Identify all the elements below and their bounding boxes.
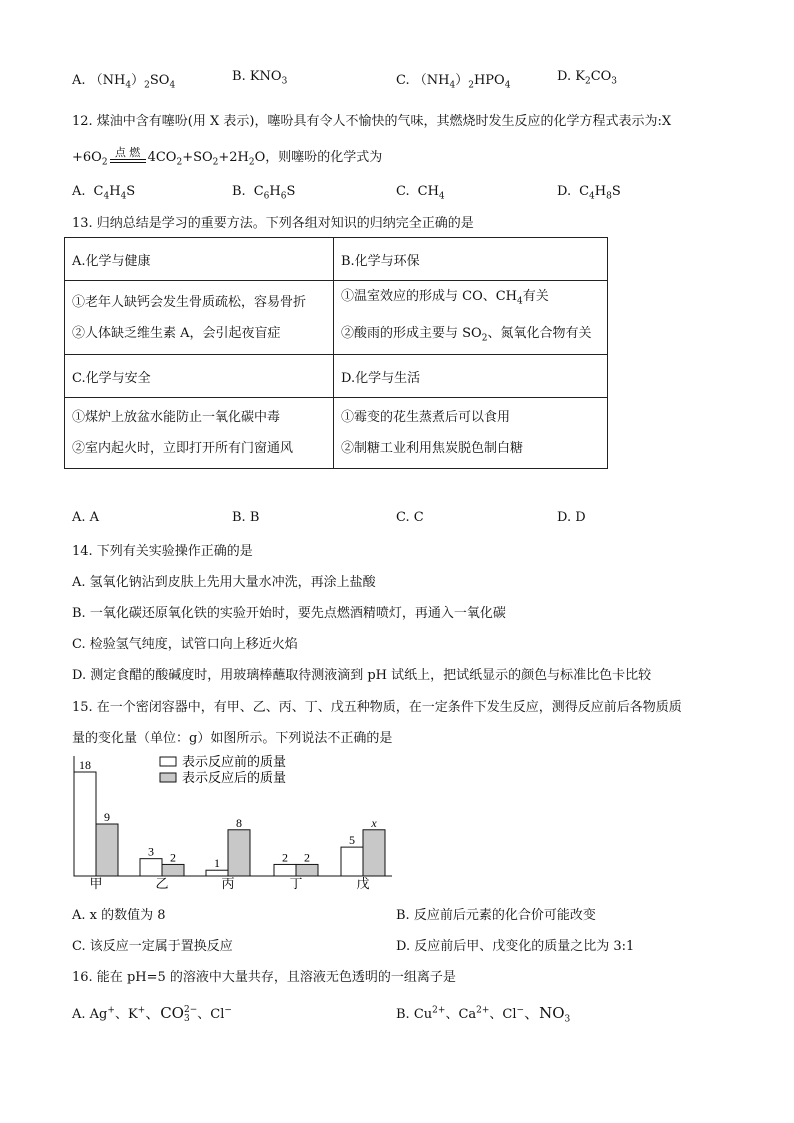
q15-option-d: D. 反应前后甲、戊变化的质量之比为 3:1	[396, 939, 635, 954]
q11-option-d: D. $K_2CO_3$	[557, 69, 618, 87]
q13-b-body: ①温室效应的形成与 CO、$CH_4$有关 ②酸雨的形成主要与 $SO_2$、氮氧化合物有关	[334, 281, 608, 355]
value-label-戊-0: 5	[349, 833, 355, 848]
q13-b-head: B.化学与环保	[334, 238, 608, 281]
q13-a-body: ①老年人缺钙会发生骨质疏松，容易骨折 ②人体缺乏维生素 A，会引起夜盲症	[65, 281, 334, 355]
category-label-戊: 戊	[356, 877, 370, 892]
q13-c-body: ①煤炉上放盆水能防止一氧化碳中毒 ②室内起火时，立即打开所有门窗通风	[65, 398, 334, 469]
q14-option-b: B. 一氧化碳还原氧化铁的实验开始时，要先点燃酒精喷灯，再通入一氧化碳	[72, 606, 506, 621]
bar-丙-0	[206, 870, 228, 876]
q13-c-head: C.化学与安全	[65, 355, 334, 398]
q12-option-2: C. $CH_4$	[396, 184, 445, 202]
bar-甲-1	[96, 824, 118, 876]
bar-甲-0	[74, 772, 96, 876]
q13-option-1: B. B	[232, 510, 260, 525]
q14-option-d: D. 测定食醋的酸碱度时，用玻璃棒蘸取待测液滴到 pH 试纸上，把试纸显示的颜色与标准比色卡比较	[72, 668, 652, 683]
q15-option-a: A. x 的数值为 8	[72, 908, 166, 923]
reaction-condition: 点 燃	[114, 146, 141, 159]
value-label-丁-0: 2	[282, 850, 288, 865]
category-label-乙: 乙	[155, 877, 169, 892]
q13-d-head: D.化学与生活	[334, 355, 608, 398]
q13-d-body: ①霉变的花生蒸煮后可以食用 ②制糖工业利用焦炭脱色制白糖	[334, 398, 608, 469]
q11-option-c: C. $(NH_4)_2HPO_4$	[396, 73, 511, 91]
bar-丙-1	[228, 830, 250, 876]
value-label-甲-0: 18	[79, 758, 91, 772]
q12-option-1: B. $C_6H_6S$	[232, 184, 296, 202]
q15-option-c: C. 该反应一定属于置换反应	[72, 939, 233, 954]
q16-stem: 16. 能在 pH=5 的溶液中大量共存，且溶液无色透明的一组离子是	[72, 970, 456, 985]
q14-option-c: C. 检验氢气纯度，试管口向上移近火焰	[72, 637, 298, 652]
q13-a-head: A.化学与健康	[65, 238, 334, 281]
q11-option-a: A. $(NH_4)_2SO_4$	[72, 73, 176, 91]
q13-option-2: C. C	[396, 510, 424, 525]
q11-option-b: B. $KNO_3$	[232, 69, 288, 87]
bar-丁-1	[296, 864, 318, 876]
legend-label-1: 表示反应后的质量	[182, 771, 287, 786]
bar-丁-0	[274, 864, 296, 876]
q14-option-a: A. 氢氧化钠沾到皮肤上先用大量水冲洗，再涂上盐酸	[72, 575, 376, 590]
q12-equation: $+6O_2$ 点 燃 $4CO_2+SO_2+2H_2O$，则噻吩的化学式为	[72, 146, 383, 168]
bar-戊-1	[363, 830, 385, 876]
legend-swatch-0	[160, 757, 176, 766]
mass-change-chart	[60, 752, 400, 892]
category-label-甲: 甲	[89, 877, 103, 892]
value-label-丙-1: 8	[236, 815, 242, 830]
value-label-乙-0: 3	[148, 844, 154, 859]
q12-stem: 12. 煤油中含有噻吩(用 X 表示)，噻吩具有令人不愉快的气味，其燃烧时发生反应的化学方程式表示为:X	[72, 114, 672, 129]
q15-stem-1: 15. 在一个密闭容器中，有甲、乙、丙、丁、戊五种物质，在一定条件下发生反应，测得反应前后各物质质	[72, 700, 682, 715]
bar-戊-0	[341, 847, 363, 876]
q15-option-b: B. 反应前后元素的化合价可能改变	[396, 908, 596, 923]
q16-option-a: A. Ag+、K+、CO 2− 3 、Cl−	[72, 1004, 232, 1024]
value-label-丁-1: 2	[304, 850, 310, 865]
q13-stem: 13. 归纳总结是学习的重要方法。下列各组对知识的归纳完全正确的是	[72, 216, 474, 231]
value-label-甲-1: 9	[104, 810, 110, 824]
q16-option-b: B. $Cu^{2+}$、$Ca^{2+}$、Cl−、$NO_3$	[396, 1004, 571, 1025]
bar-乙-1	[162, 864, 184, 876]
value-label-丙-0: 1	[214, 856, 220, 871]
q13-table	[64, 237, 608, 469]
legend-swatch-1	[160, 773, 176, 782]
bar-乙-0	[140, 859, 162, 876]
q14-stem: 14. 下列有关实验操作正确的是	[72, 544, 253, 559]
category-label-丙: 丙	[221, 877, 235, 892]
q15-stem-2: 量的变化量（单位：g）如图所示。下列说法不正确的是	[72, 731, 393, 746]
q13-option-3: D. D	[557, 510, 586, 525]
category-label-丁: 丁	[289, 877, 303, 892]
value-label-戊-1: x	[371, 815, 377, 830]
q13-option-0: A. A	[72, 510, 100, 525]
q12-option-0: A. $C_4H_4S$	[72, 184, 136, 202]
value-label-乙-1: 2	[170, 850, 176, 865]
legend-label-0: 表示反应前的质量	[182, 755, 287, 770]
q12-option-3: D. $C_4H_8S$	[557, 184, 621, 202]
